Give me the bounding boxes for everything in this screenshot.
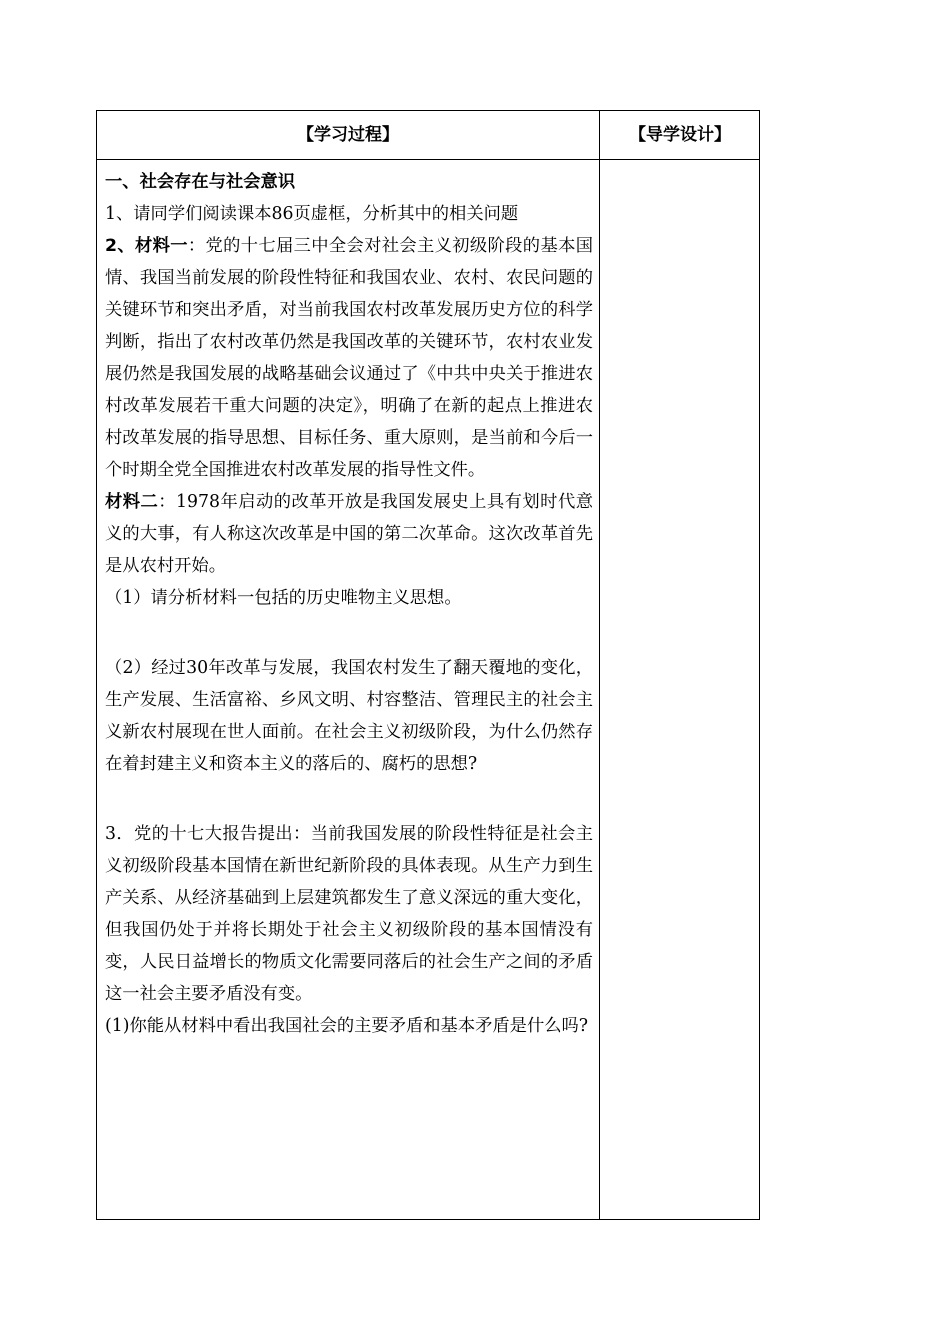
- question-1: （1）请分析材料一包括的历史唯物主义思想。: [105, 588, 462, 608]
- question-2: （2）经过30年改革与发展，我国农村发生了翻天覆地的变化，生产发展、生活富裕、乡风文明、村容整洁、管理民主的社会主义新农村展现在世人面前。在社会主义初级阶段，为什么仍然存在着封建主义和资本主义的落后的、腐朽的思想?: [105, 658, 593, 774]
- material-2-text: ：1978年启动的改革开放是我国发展史上具有划时代意义的大事，有人称这次改革是中国的第二次革命。这次改革首先是从农村开始。: [105, 492, 593, 576]
- material-2-label: 材料二: [105, 492, 159, 512]
- study-content: [105, 166, 593, 1042]
- material-1-text: ：党的十七届三中全会对社会主义初级阶段的基本国情、我国当前发展的阶段性特征和我国农业、农村、农民问题的关键环节和突出矛盾，对当前我国农村改革发展历史方位的科学判断，指出了农村改革仍然是我国改革的关键环节，农村农业发展仍然是我国发展的战略基础会议通过了《中共中央关于推进农村改革发展若干重大问题的决定》，明确了在新的起点上推进农村改革发展的指导思想、目标任务、重大原则，是当前和今后一个时期全党全国推进农村改革发展的指导性文件。: [105, 236, 593, 480]
- material-1: [105, 230, 593, 486]
- section-title: 一、社会存在与社会意识: [105, 172, 296, 192]
- column-divider: [599, 111, 600, 1219]
- study-table: [96, 110, 760, 1220]
- item-3: 3．党的十七大报告提出：当前我国发展的阶段性特征是社会主义初级阶段基本国情在新世纪新阶段的具体表现。从生产力到生产关系、从经济基础到上层建筑都发生了意义深远的重大变化，但我国仍处于并将长期处于社会主义初级阶段的基本国情没有变，人民日益增长的物质文化需要同落后的社会生产之间的矛盾这一社会主要矛盾没有变。: [105, 824, 593, 1004]
- header-guide-design: 【导学设计】: [629, 125, 731, 145]
- item-2-prefix: 2、: [105, 236, 135, 256]
- question-3: (1)你能从材料中看出我国社会的主要矛盾和基本矛盾是什么吗?: [105, 1016, 589, 1036]
- item-1: 1、请同学们阅读课本86页虚框，分析其中的相关问题: [105, 204, 519, 224]
- material-2: [105, 486, 593, 582]
- answer-space-2: [105, 780, 593, 818]
- material-1-label: 材料一: [135, 236, 188, 256]
- header-study-process: 【学习过程】: [297, 125, 399, 145]
- answer-space-1: [105, 614, 593, 652]
- header-divider: [97, 159, 759, 160]
